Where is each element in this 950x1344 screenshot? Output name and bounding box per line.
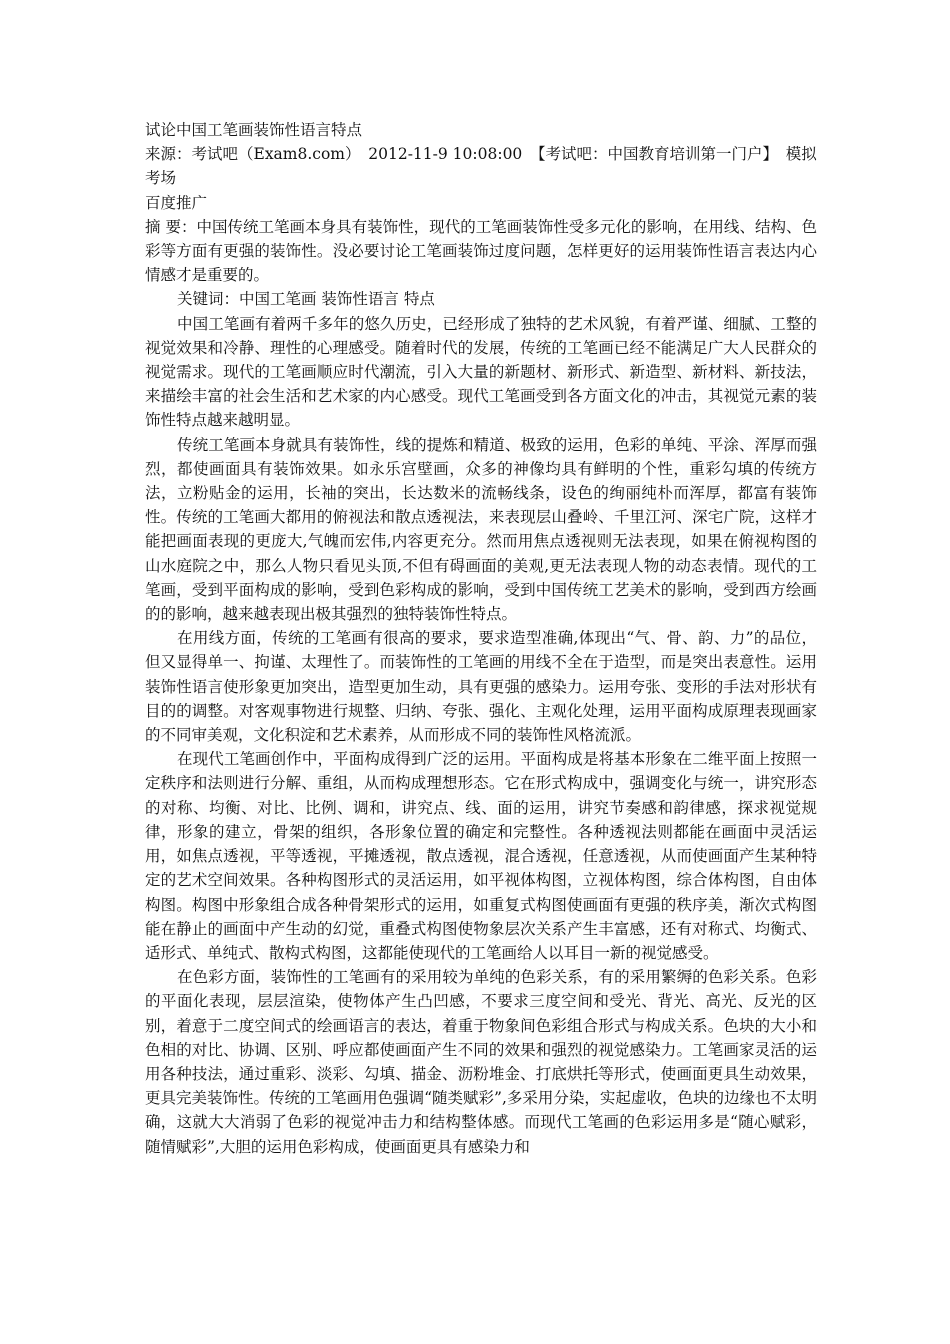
promo-link[interactable]: 百度推广 [145,193,208,212]
abstract-paragraph: 摘 要：中国传统工笔画本身具有装饰性，现代的工笔画装饰性受多元化的影响，在用线、结构、色彩等方面有更强的装饰性。没必要讨论工笔画装饰过度问题，怎样更好的运用装饰性语言表达内心情感才是重要的。 [145,217,817,285]
source-line: 来源：考试吧（Exam8.com） 2012-11-9 10:08:00 【考试吧：中国教育培训第一门户】 模拟考场 [145,145,817,188]
article-title: 试论中国工笔画装饰性语言特点 [145,121,363,139]
document-body [145,118,817,1159]
body-paragraph-5: 在色彩方面，装饰性的工笔画有的采用较为单纯的色彩关系，有的采用繁缛的色彩关系。色彩的平面化表现，层层渲染，使物体产生凸凹感，不要求三度空间和受光、背光、高光、反光的区别，着意于二度空间式的绘画语言的表达，着重于物象间色彩组合形式与构成关系。色块的大小和色相的对比、协调、区别、呼应都使画面产生不同的效果和强烈的视觉感染力。工笔画家灵活的运用各种技法，通过重彩、淡彩、勾填、描金、沥粉堆金、打底烘托等形式，使画面更具生动效果，更具完美装饰性。传统的工笔画用色强调“随类赋彩”,多采用分染，实起虚收，色块的边缘也不太明确，这就大大消弱了色彩的视觉冲击力和结构整体感。而现代工笔画的色彩运用多是“随心赋彩，随情赋彩”,大胆的运用色彩构成，使画面更具有感染力和 [145,968,817,1156]
body-paragraph-4: 在现代工笔画创作中，平面构成得到广泛的运用。平面构成是将基本形象在二维平面上按照一定秩序和法则进行分解、重组，从而构成理想形态。它在形式构成中，强调变化与统一，讲究形态的对称、均衡、对比、比例、调和，讲究点、线、面的运用，讲究节奏感和韵律感，探求视觉规律，形象的建立，骨架的组织，各形象位置的确定和完整性。各种透视法则都能在画面中灵活运用，如焦点透视，平等透视，平摊透视，散点透视，混合透视，任意透视，从而使画面产生某种特定的艺术空间效果。各种构图形式的灵活运用，如平视体构图，立视体构图，综合体构图，自由体构图。构图中形象组合成各种骨架形式的运用，如重复式构图使画面有更强的秩序美，渐次式构图能在静止的画面中产生动的幻觉，重叠式构图使物象层次关系产生丰富感，还有对称式、均衡式、适形式、单纯式、散构式构图，这都能使现代的工笔画给人以耳目一新的视觉感受。 [145,750,817,962]
body-paragraph-2: 传统工笔画本身就具有装饰性，线的提炼和精道、极致的运用，色彩的单纯、平涂、浑厚而强烈，都使画面具有装饰效果。如永乐宫壁画，众多的神像均具有鲜明的个性，重彩勾填的传统方法，立粉贴金的运用，长袖的突出，长达数米的流畅线条，设色的绚丽纯朴而浑厚，都富有装饰性。传统的工笔画大都用的俯视法和散点透视法，来表现层山叠岭、千里江河、深宅广院，这样才能把画面表现的更庞大,气魄而宏伟,内容更充分。然而用焦点透视则无法表现，如果在俯视构图的山水庭院之中，那么人物只看见头顶,不但有碍画面的美观,更无法表现人物的动态表情。现代的工笔画，受到平面构成的影响，受到色彩构成的影响，受到中国传统工艺美术的影响，受到西方绘画的的影响，越来越表现出极其强烈的独特装饰性特点。 [145,435,817,624]
keywords-line: 关键词：中国工笔画 装饰性语言 特点 [177,290,435,309]
body-paragraph-1: 中国工笔画有着两千多年的悠久历史，已经形成了独特的艺术风貌，有着严谨、细腻、工整的视觉效果和冷静、理性的心理感受。随着时代的发展，传统的工笔画已经不能满足广大人民群众的视觉需求。现代的工笔画顺应时代潮流，引入大量的新题材、新形式、新造型、新材料、新技法，来描绘丰富的社会生活和艺术家的内心感受。现代工笔画受到各方面文化的冲击，其视觉元素的装饰性特点越来越明显。 [145,314,817,430]
body-paragraph-3: 在用线方面，传统的工笔画有很高的要求，要求造型准确,体现出“气、骨、韵、力”的品位，但又显得单一、拘谨、太理性了。而装饰性的工笔画的用线不全在于造型，而是突出表意性。运用装饰性语言使形象更加突出，造型更加生动，具有更强的感染力。运用夸张、变形的手法对形状有目的的调整。对客观事物进行规整、归纳、夸张、强化、主观化处理，运用平面构成原理表现画家的不同审美观，文化积淀和艺术素养，从而形成不同的装饰性风格流派。 [145,629,817,745]
